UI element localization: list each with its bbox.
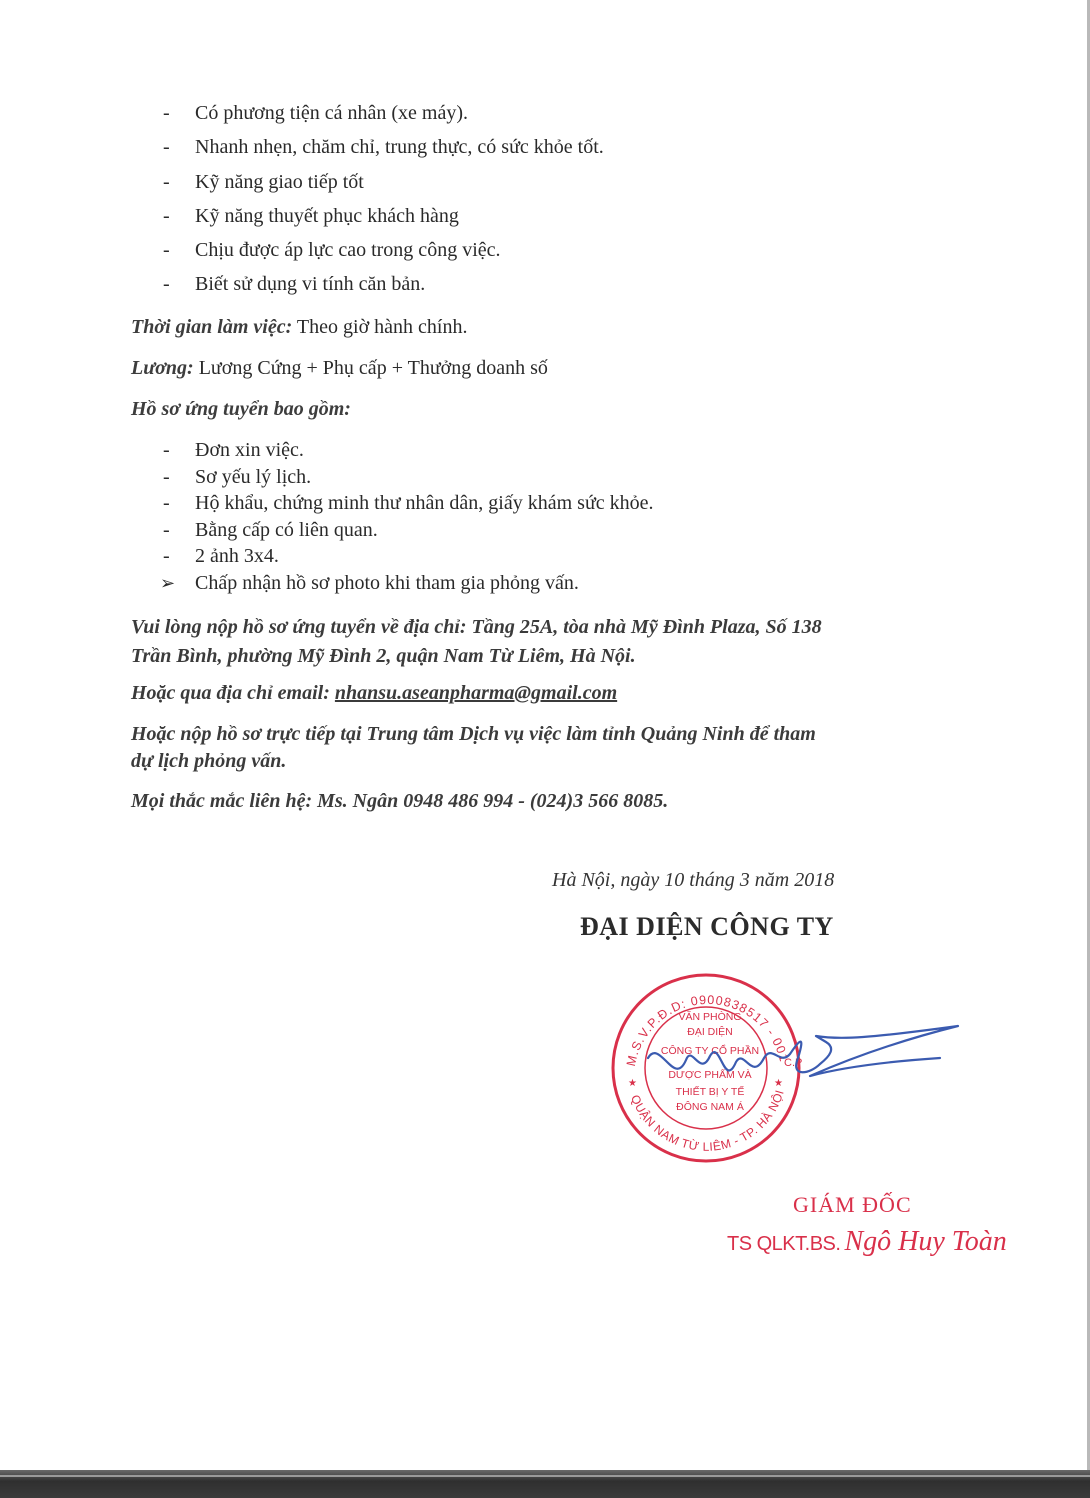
director-prefix: TS QLKT.BS. xyxy=(727,1233,841,1255)
email-label: Hoặc qua địa chỉ email: xyxy=(131,682,330,704)
working-time-line xyxy=(131,316,467,339)
arrow-bullet-icon: ➢ xyxy=(160,572,176,593)
list-item: - Sơ yếu lý lịch. xyxy=(163,465,312,488)
list-item: - Nhanh nhẹn, chăm chỉ, trung thực, có sức khỏe tốt. xyxy=(163,136,604,159)
list-item: ➢ Chấp nhận hồ sơ photo khi tham gia phỏng vấn. xyxy=(160,570,654,597)
svg-text:M.S.V.P.Đ.D: 0900838517 - 001: M.S.V.P.Đ.D: 0900838517 - 001 xyxy=(623,992,792,1068)
svg-text:CÔNG TY CỔ PHẦN: CÔNG TY CỔ PHẦN xyxy=(660,1045,760,1057)
list-item: - Hộ khẩu, chứng minh thư nhân dân, giấy khám sức khỏe. xyxy=(163,492,654,515)
salary-label: Lương: xyxy=(131,357,194,379)
svg-text:VĂN PHÒNG: VĂN PHÒNG xyxy=(678,1011,742,1023)
list-item: - Bằng cấp có liên quan. xyxy=(163,518,378,541)
dossier-list xyxy=(160,437,654,597)
list-item: - Kỹ năng giao tiếp tốt xyxy=(163,170,364,193)
direct-submit-line-1: Hoặc nộp hồ sơ trực tiếp tại Trung tâm Dịch vụ việc làm tỉnh Quảng Ninh để tham xyxy=(131,723,816,745)
scan-bottom-edge xyxy=(0,1470,1090,1498)
salary-line xyxy=(131,357,548,380)
list-item: - Có phương tiện cá nhân (xe máy). xyxy=(163,102,469,124)
contact-line: Mọi thắc mắc liên hệ: Ms. Ngân 0948 486 994 - (024)3 566 8085. xyxy=(131,790,669,812)
submit-address-line-1: Vui lòng nộp hồ sơ ứng tuyển về địa chỉ: Tầng 25A, tòa nhà Mỹ Đình Plaza, Số 138 xyxy=(131,616,822,638)
list-item: - Chịu được áp lực cao trong công việc. xyxy=(163,239,501,262)
direct-submit-line-2: dự lịch phỏng vấn. xyxy=(131,750,287,772)
salary-value: Lương Cứng + Phụ cấp + Thưởng doanh số xyxy=(198,357,548,379)
director-name-line xyxy=(727,1226,1007,1258)
dossier-heading: Hồ sơ ứng tuyển bao gồm: xyxy=(131,398,351,420)
star-icon: ★ xyxy=(774,1078,783,1089)
email-line xyxy=(131,682,617,705)
svg-text:ĐẠI DIỆN: ĐẠI DIỆN xyxy=(687,1026,733,1038)
working-time-label: Thời gian làm việc: xyxy=(131,316,293,338)
requirements-list xyxy=(160,96,604,302)
svg-text:ĐÔNG NAM Á: ĐÔNG NAM Á xyxy=(676,1101,744,1113)
svg-text:DƯỢC PHẨM VÀ: DƯỢC PHẨM VÀ xyxy=(668,1069,752,1081)
list-item: - Biết sử dụng vi tính căn bản. xyxy=(163,273,426,296)
director-signature xyxy=(640,1018,960,1098)
svg-text:C.P: C.P xyxy=(784,1057,803,1069)
list-item: - Đơn xin việc. xyxy=(163,439,304,461)
director-name: Ngô Huy Toàn xyxy=(844,1226,1007,1257)
star-icon: ★ xyxy=(628,1078,637,1089)
document-date: Hà Nội, ngày 10 tháng 3 năm 2018 xyxy=(552,869,835,891)
director-title: GIÁM ĐỐC xyxy=(793,1192,912,1217)
svg-text:QUẬN NAM TỪ LIÊM - TP. HÀ NỘI: QUẬN NAM TỪ LIÊM - TP. HÀ NỘI xyxy=(628,1088,787,1154)
submit-address-line-2: Trần Bình, phường Mỹ Đình 2, quận Nam Từ Liêm, Hà Nội. xyxy=(131,645,636,667)
email-link[interactable]: nhansu.aseanpharma@gmail.com xyxy=(334,682,618,704)
working-time-value: Theo giờ hành chính. xyxy=(296,316,468,338)
list-item: - 2 ảnh 3x4. xyxy=(163,545,279,568)
company-representative-heading: ĐẠI DIỆN CÔNG TY xyxy=(580,912,834,941)
list-item: - Kỹ năng thuyết phục khách hàng xyxy=(163,204,459,227)
svg-text:THIẾT BỊ Y TẾ: THIẾT BỊ Y TẾ xyxy=(675,1086,745,1098)
